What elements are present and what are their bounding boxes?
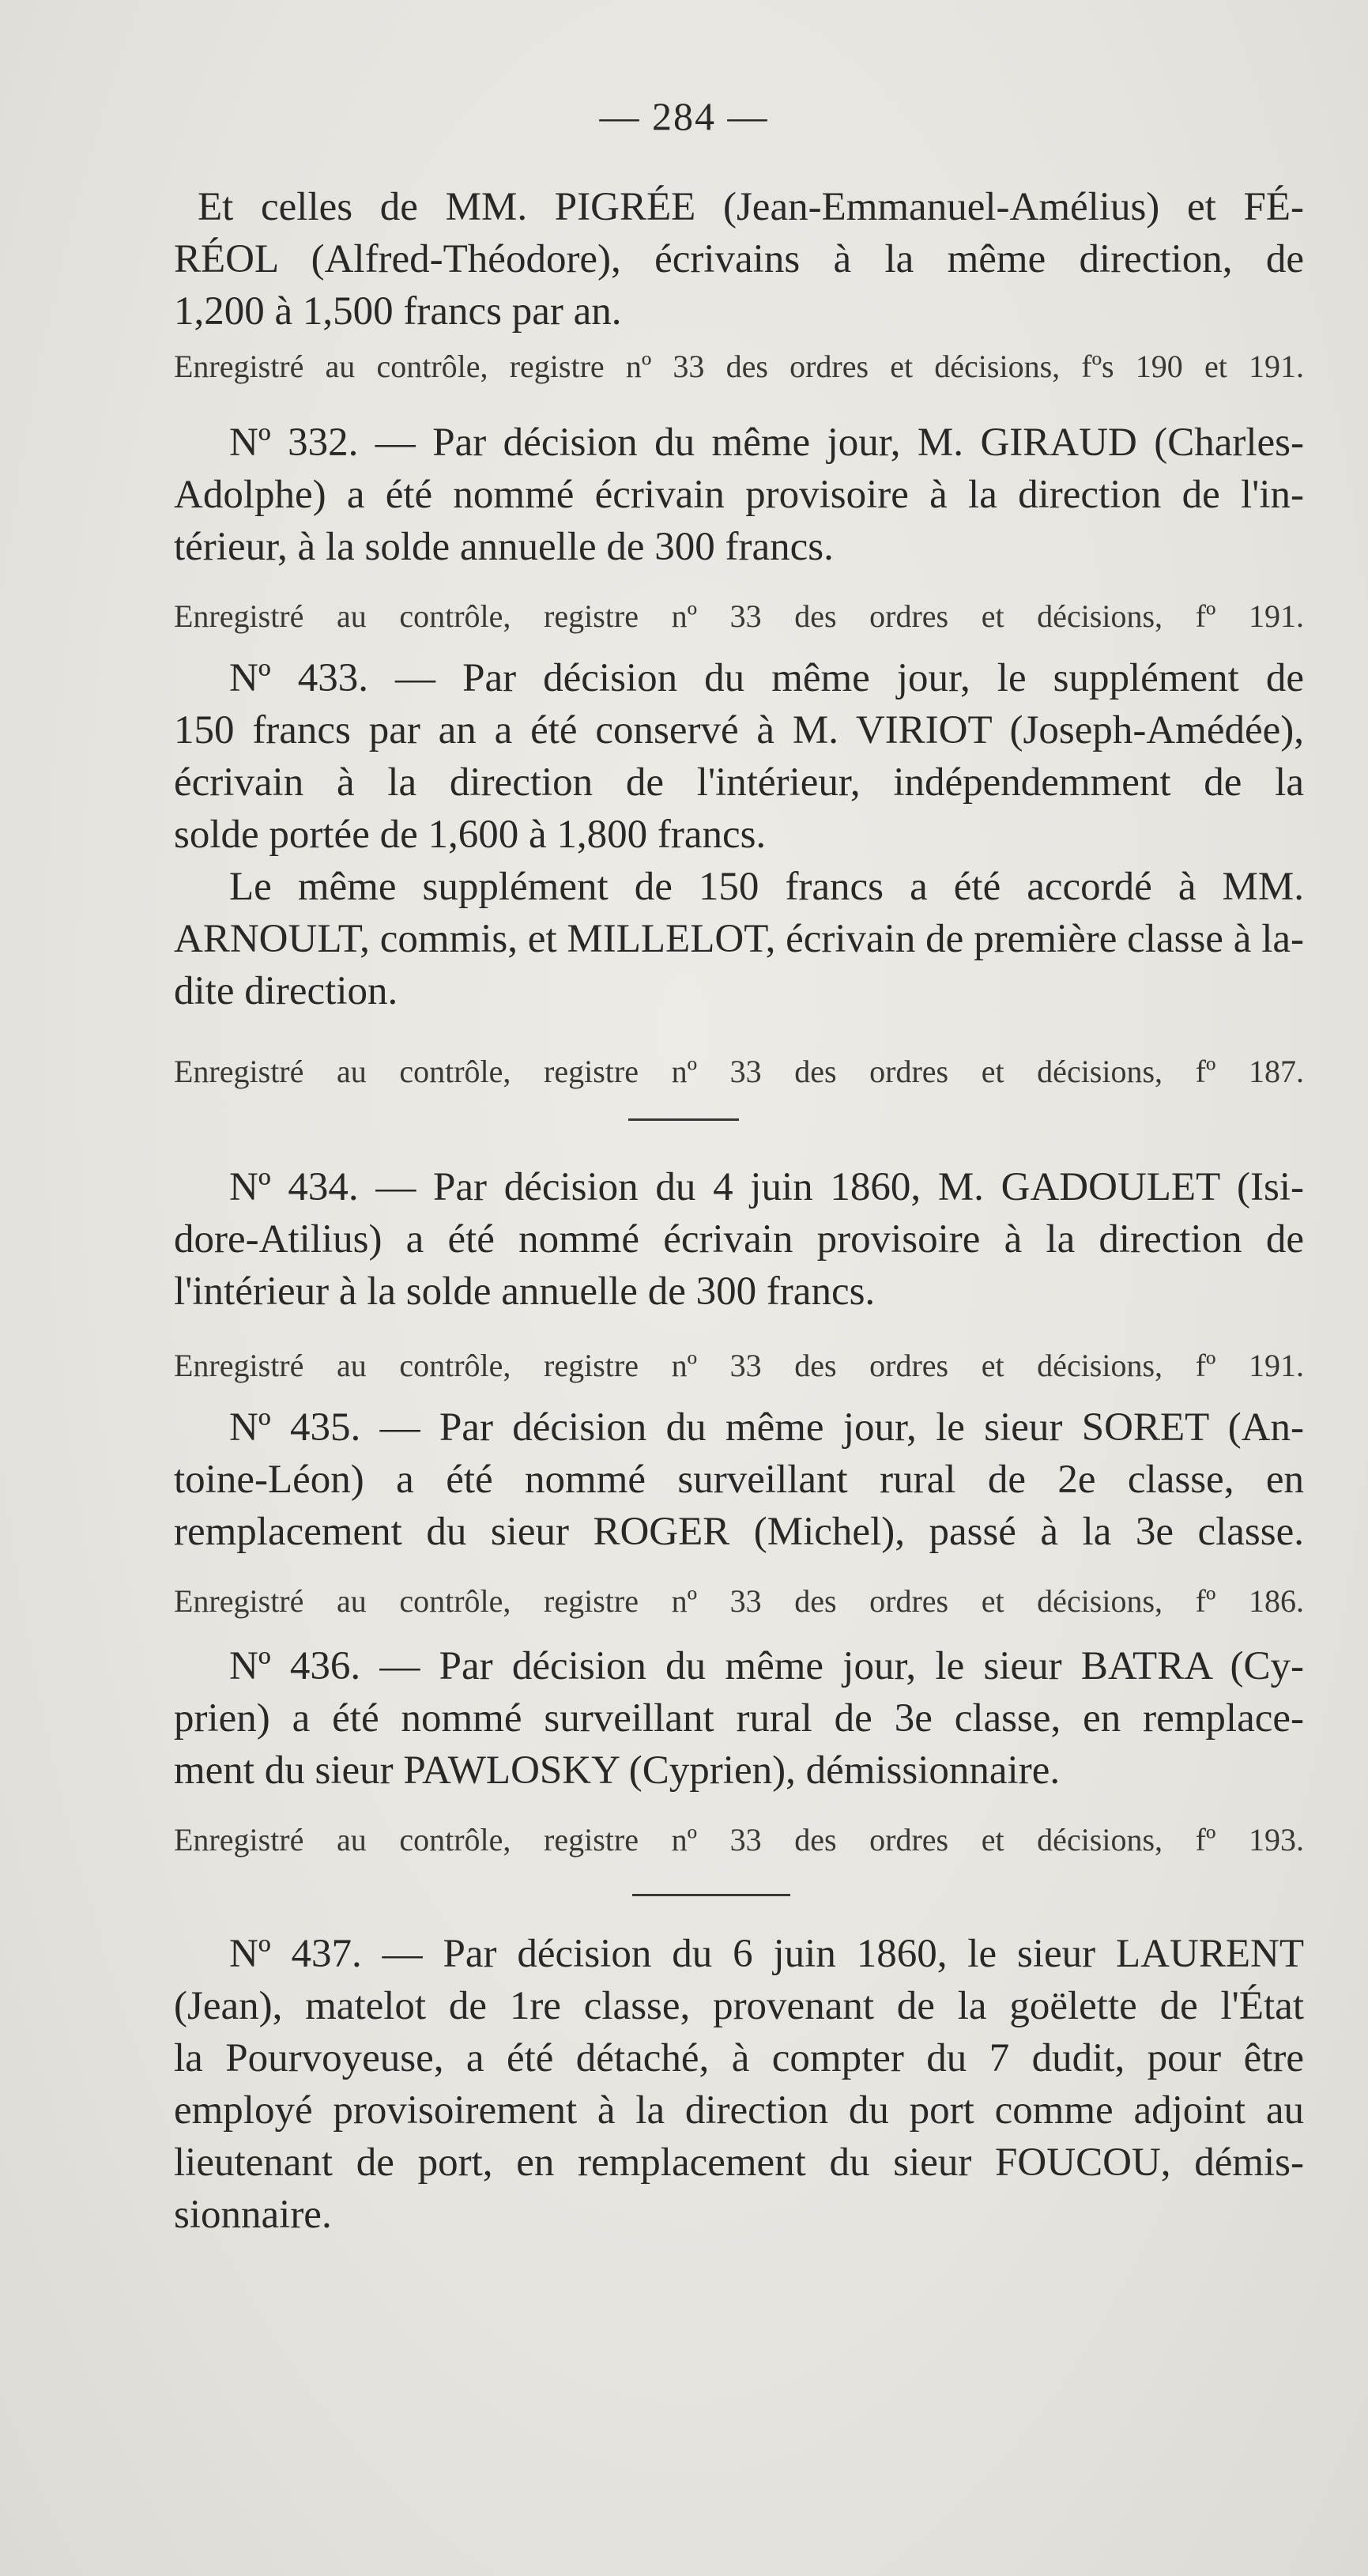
text-line: (Jean), matelot de 1re classe, provenant de la goëlette de l'État xyxy=(174,1984,1304,2028)
text-line: ment du sieur PAWLOSKY (Cyprien), démissionnaire. xyxy=(174,1748,1061,1793)
text-line: Nº 332. — Par décision du même jour, M. GIRAUD (Charles- xyxy=(229,421,1304,465)
section-divider xyxy=(632,1894,790,1896)
registry-note: Enregistré au contrôle, registre nº 33 des ordres et décisions, fº 187. xyxy=(174,1054,1304,1089)
text-line: l'intérieur à la solde annuelle de 300 francs. xyxy=(174,1269,876,1314)
text-line: la Pourvoyeuse, a été détaché, à compter du 7 dudit, pour être xyxy=(174,2036,1304,2080)
text-line: 1,200 à 1,500 francs par an. xyxy=(174,289,622,334)
text-line: toine-Léon) a été nommé surveillant rural de 2e classe, en xyxy=(174,1458,1304,1502)
registry-note: Enregistré au contrôle, registre nº 33 des ordres et décisions, fº 191. xyxy=(174,598,1304,634)
text-line: térieur, à la solde annuelle de 300 francs. xyxy=(174,525,834,569)
text-line: prien) a été nommé surveillant rural de 3e classe, en remplace- xyxy=(174,1696,1304,1741)
text-line: sionnaire. xyxy=(174,2193,332,2237)
text-line: Nº 436. — Par décision du même jour, le sieur BATRA (Cy- xyxy=(229,1644,1304,1688)
registry-note: Enregistré au contrôle, registre nº 33 des ordres et décisions, fºs 190 et 191. xyxy=(174,349,1304,384)
registry-note: Enregistré au contrôle, registre nº 33 des ordres et décisions, fº 191. xyxy=(174,1348,1304,1383)
text-line: remplacement du sieur ROGER (Michel), passé à la 3e classe. xyxy=(174,1510,1304,1554)
text-line: solde portée de 1,600 à 1,800 francs. xyxy=(174,813,767,857)
text-line: Adolphe) a été nommé écrivain provisoire à la direction de l'in- xyxy=(174,473,1304,517)
text-line: Nº 434. — Par décision du 4 juin 1860, M. GADOULET (Isi- xyxy=(229,1165,1304,1209)
text-line: Nº 435. — Par décision du même jour, le sieur SORET (An- xyxy=(229,1405,1304,1450)
text-line: 150 francs par an a été conservé à M. VIRIOT (Joseph-Amédée), xyxy=(174,708,1304,752)
text-line: RÉOL (Alfred-Théodore), écrivains à la même direction, de xyxy=(174,237,1304,281)
text-line: ARNOULT, commis, et MILLELOT, écrivain de première classe à la- xyxy=(174,917,1304,961)
text-line: Et celles de MM. PIGRÉE (Jean-Emmanuel-Amélius) et FÉ- xyxy=(198,185,1304,229)
page-number: — 284 — xyxy=(599,94,769,138)
text-line: employé provisoirement à la direction du port comme adjoint au xyxy=(174,2088,1304,2133)
registry-note: Enregistré au contrôle, registre nº 33 des ordres et décisions, fº 186. xyxy=(174,1583,1304,1619)
text-line: lieutenant de port, en remplacement du sieur FOUCOU, démis- xyxy=(174,2140,1304,2185)
text-line: écrivain à la direction de l'intérieur, indépendemment de la xyxy=(174,760,1304,805)
registry-note: Enregistré au contrôle, registre nº 33 des ordres et décisions, fº 193. xyxy=(174,1822,1304,1858)
text-line: dite direction. xyxy=(174,969,398,1013)
section-divider xyxy=(628,1118,739,1121)
text-line: dore-Atilius) a été nommé écrivain provisoire à la direction de xyxy=(174,1217,1304,1262)
text-line: Le même supplément de 150 francs a été accordé à MM. xyxy=(229,865,1304,909)
text-line: Nº 437. — Par décision du 6 juin 1860, le sieur LAURENT xyxy=(229,1932,1304,1976)
text-line: Nº 433. — Par décision du même jour, le supplément de xyxy=(229,656,1304,700)
